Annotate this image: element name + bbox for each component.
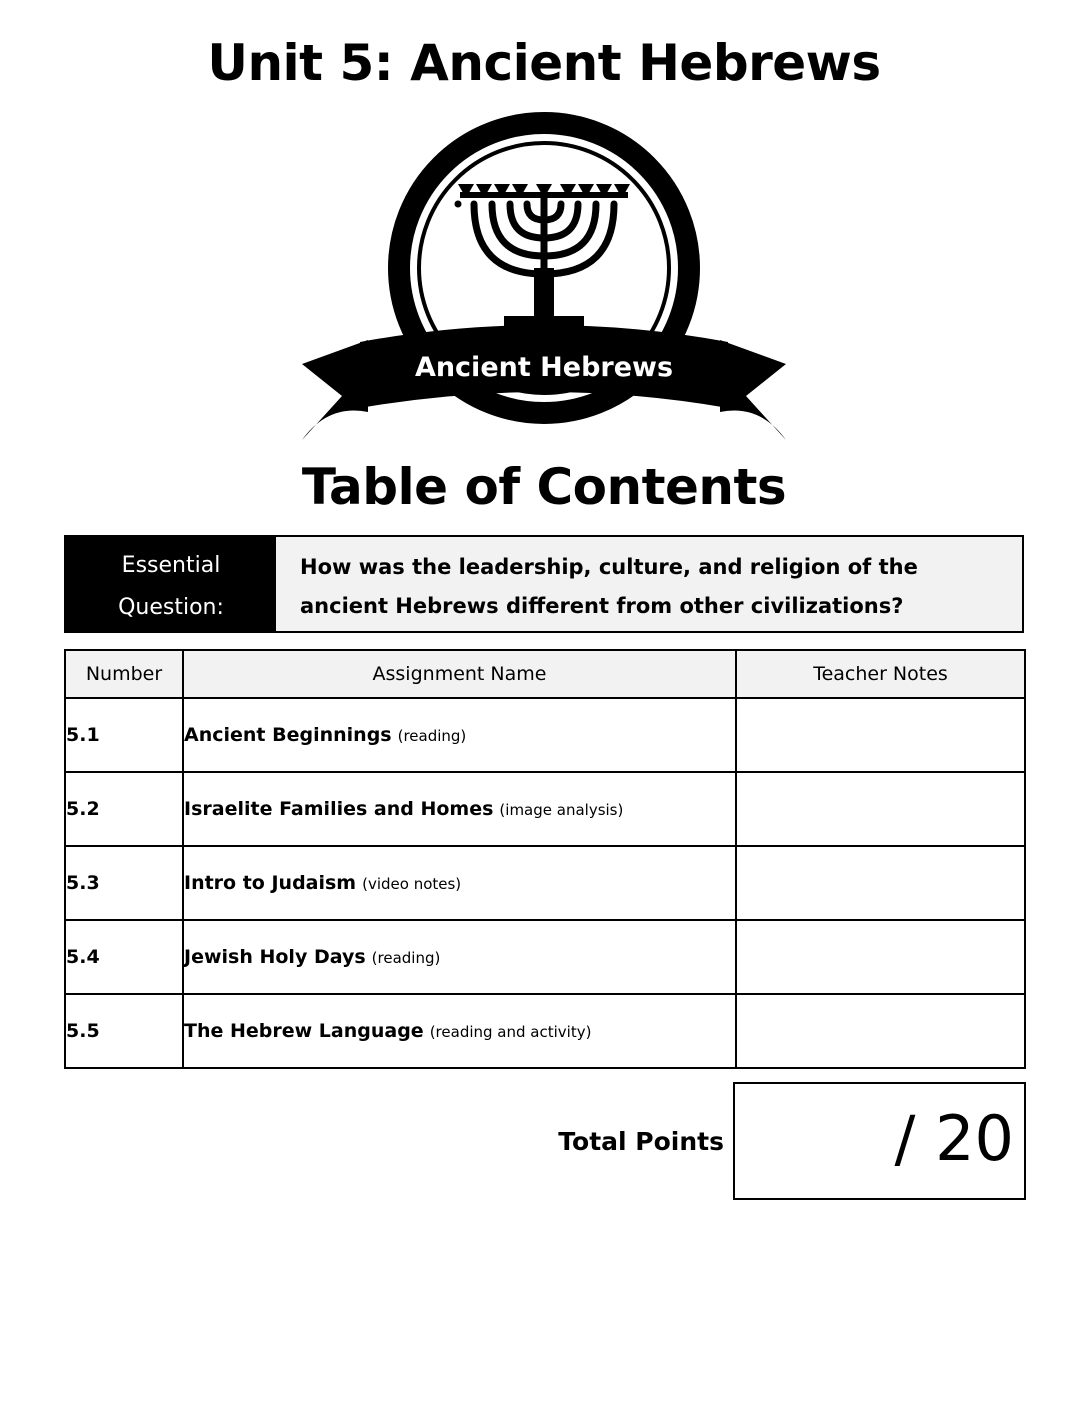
table-row	[65, 994, 1025, 1068]
row-teacher-notes[interactable]	[736, 772, 1025, 846]
essential-question-text: How was the leadership, culture, and religion of the ancient Hebrews different from other civilizations?	[276, 537, 1022, 631]
row-teacher-notes[interactable]	[736, 994, 1025, 1068]
row-assignment: Jewish Holy Days (reading)	[183, 920, 736, 994]
assignment-table	[64, 649, 1026, 1069]
row-teacher-notes[interactable]	[736, 920, 1025, 994]
total-points-box[interactable]	[733, 1082, 1026, 1200]
row-assignment: Ancient Beginnings (reading)	[183, 698, 736, 772]
table-row	[65, 772, 1025, 846]
row-assignment: Intro to Judaism (video notes)	[183, 846, 736, 920]
essential-question-label: Essential Question:	[66, 537, 276, 631]
total-points-value: / 20	[894, 1102, 1014, 1175]
row-number: 5.4	[65, 920, 183, 994]
header-number: Number	[65, 650, 183, 698]
table-row	[65, 846, 1025, 920]
row-number: 5.5	[65, 994, 183, 1068]
header-assignment-name: Assignment Name	[183, 650, 736, 698]
row-assignment: Israelite Families and Homes (image analysis)	[183, 772, 736, 846]
essential-question-box	[64, 535, 1024, 633]
row-assignment: The Hebrew Language (reading and activity)	[183, 994, 736, 1068]
toc-title: Table of Contents	[301, 458, 787, 516]
row-teacher-notes[interactable]	[736, 698, 1025, 772]
table-row	[65, 920, 1025, 994]
row-number: 5.2	[65, 772, 183, 846]
row-number: 5.3	[65, 846, 183, 920]
table-row	[65, 698, 1025, 772]
header-teacher-notes: Teacher Notes	[736, 650, 1025, 698]
page-title: Unit 5: Ancient Hebrews	[207, 34, 881, 92]
row-teacher-notes[interactable]	[736, 846, 1025, 920]
table-header-row	[65, 650, 1025, 698]
total-points-label: Total Points	[558, 1127, 724, 1156]
menorah-emblem	[298, 108, 790, 448]
emblem-banner-text: Ancient Hebrews	[414, 352, 674, 383]
row-number: 5.1	[65, 698, 183, 772]
